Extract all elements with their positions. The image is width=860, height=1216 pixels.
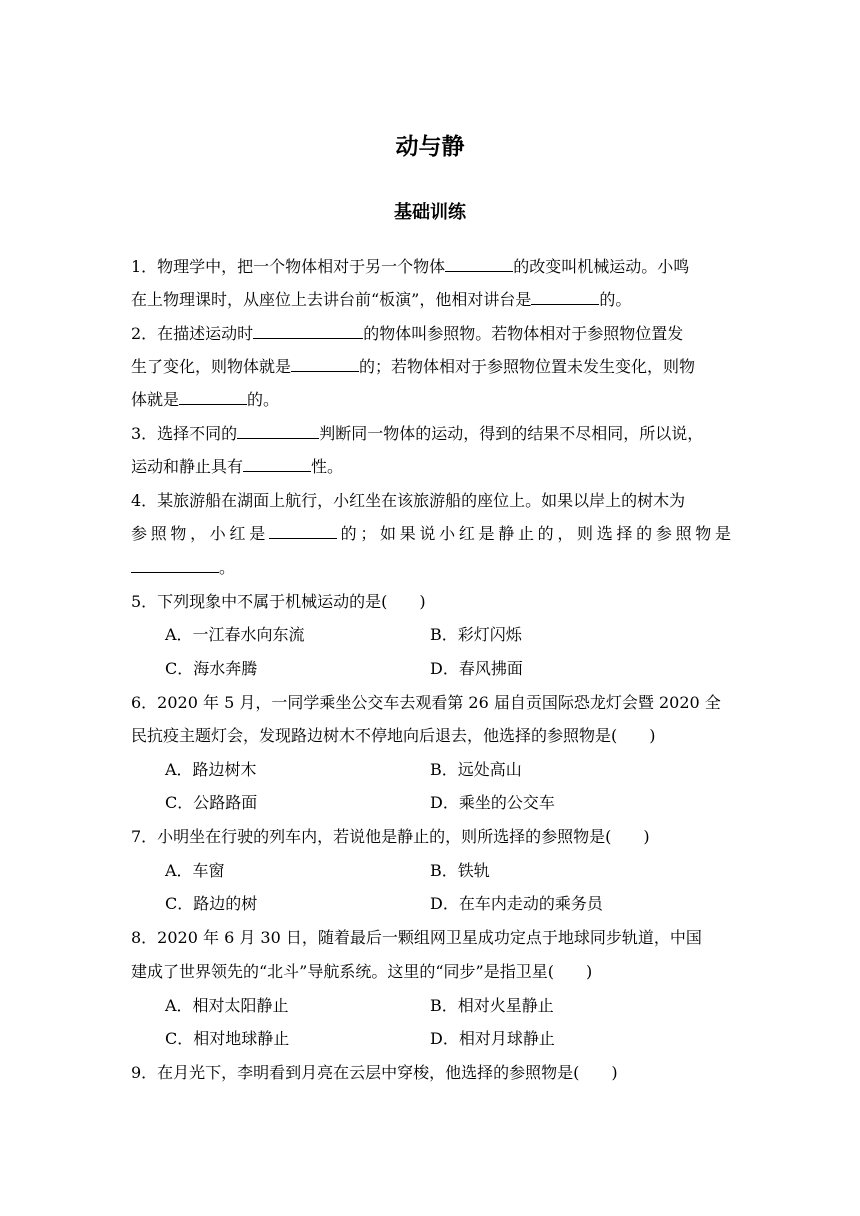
q6-option-b: B．远处高山	[430, 760, 522, 779]
q2-text: 2．在描述运动时	[131, 324, 254, 343]
q6-option-d: D．乘坐的公交车	[430, 793, 555, 812]
q4-line-3	[131, 557, 235, 579]
q3-text: 运动和静止具有	[131, 457, 244, 476]
q4-text: 的；如果说小红是静止的，则选择的参照物是	[336, 524, 731, 543]
q4-line-1: 4．某旅游船在湖面上航行，小红坐在该旅游船的座位上。如果以岸上的树木为	[131, 491, 686, 510]
q6-option-c: C．公路路面	[165, 793, 258, 812]
q6-option-a: A．路边树木	[165, 760, 257, 779]
q6-line-2: 民抗疫主题灯会，发现路边树木不停地向后退去，他选择的参照物是( )	[131, 726, 656, 745]
q1-text: 的。	[599, 290, 632, 309]
q5-stem: 5．下列现象中不属于机械运动的是( )	[131, 592, 426, 611]
q8-option-c: C．相对地球静止	[165, 1029, 290, 1048]
q2-text: 体就是	[131, 390, 180, 409]
q2-line-1	[131, 323, 683, 345]
section-title: 基础训练	[394, 202, 466, 223]
q7-stem: 7．小明坐在行驶的列车内，若说他是静止的，则所选择的参照物是( )	[131, 827, 650, 846]
answer-blank	[179, 389, 247, 405]
q4-text: 。	[219, 558, 236, 577]
q2-text: 的；若物体相对于参照物位置未发生变化，则物	[359, 357, 696, 376]
q1-line-1	[131, 256, 689, 278]
q4-line-2	[131, 523, 731, 545]
q1-text: 的改变叫机械运动。小鸣	[513, 257, 690, 276]
q1-line-2	[131, 289, 631, 311]
q2-text: 生了变化，则物体就是	[131, 357, 292, 376]
q8-option-a: A．相对太阳静止	[165, 996, 289, 1015]
answer-blank	[131, 557, 219, 573]
q5-option-d: D．春风拂面	[430, 659, 523, 678]
answer-blank	[243, 456, 311, 472]
q3-text: 性。	[311, 457, 344, 476]
q5-option-a: A．一江春水向东流	[165, 625, 305, 644]
q7-option-d: D．在车内走动的乘务员	[430, 894, 603, 913]
q3-line-1	[131, 423, 703, 445]
q9-stem: 9．在月光下，李明看到月亮在云层中穿梭，他选择的参照物是( )	[131, 1063, 618, 1082]
answer-blank	[269, 523, 337, 539]
q5-option-b: B．彩灯闪烁	[430, 625, 522, 644]
q3-line-2	[131, 456, 343, 478]
q3-text: 3．选择不同的	[131, 424, 238, 443]
answer-blank	[237, 423, 319, 439]
q8-option-b: B．相对火星静止	[430, 996, 554, 1015]
q8-line-1: 8．2020 年 6 月 30 日，随着最后一颗组网卫星成功定点于地球同步轨道，中国	[131, 928, 702, 947]
page-title: 动与静	[395, 134, 465, 160]
q2-text: 的物体叫参照物。若物体相对于参照物位置发	[363, 324, 684, 343]
q2-text: 的。	[247, 390, 280, 409]
q6-line-1: 6．2020 年 5 月，一同学乘坐公交车去观看第 26 届自贡国际恐龙灯会暨 2020 全	[131, 693, 721, 712]
q1-text: 1．物理学中，把一个物体相对于另一个物体	[131, 257, 446, 276]
q5-option-c: C．海水奔腾	[165, 659, 258, 678]
q8-option-d: D．相对月球静止	[430, 1029, 555, 1048]
q7-option-b: B．铁轨	[430, 861, 490, 880]
answer-blank	[291, 356, 359, 372]
q7-option-a: A．车窗	[165, 861, 225, 880]
q8-line-2: 建成了世界领先的“北斗”导航系统。这里的“同步”是指卫星( )	[131, 962, 593, 981]
q1-text: 在上物理课时，从座位上去讲台前“板演”，他相对讲台是	[131, 290, 532, 309]
answer-blank	[445, 256, 513, 272]
q4-text: 参照物，小红是	[131, 524, 269, 543]
answer-blank	[531, 289, 599, 305]
q3-text: 判断同一物体的运动，得到的结果不尽相同，所以说，	[319, 424, 704, 443]
answer-blank	[253, 323, 363, 339]
q2-line-2	[131, 356, 695, 378]
q7-option-c: C．路边的树	[165, 894, 258, 913]
q2-line-3	[131, 389, 279, 411]
